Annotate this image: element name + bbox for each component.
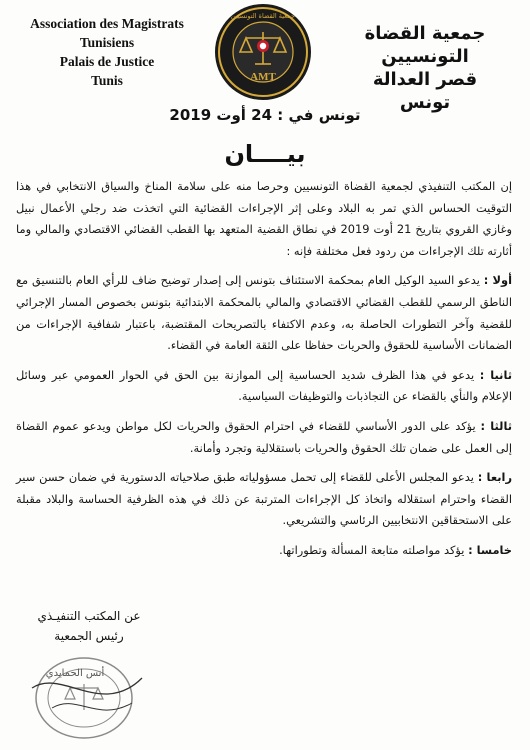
header-left-french: [22, 14, 192, 90]
header-left-line: Association des Magistrats: [30, 16, 184, 31]
point-fourth: [16, 467, 512, 532]
point-lead: ثالثا :: [480, 418, 513, 433]
document-title: بيــــان: [224, 140, 306, 168]
point-text: يدعو المجلس الأعلى للقضاء إلى تحمل مسؤولياته طبق صلاحياته الدستورية في ضمان حسن سير القضاء واحترام استقلاله واتخاذ كل الإجراءات المترتبة عن ذلك في هذه الظرفية الحساسة والبلاد مقبلة على الاستحقاقين الانتخابيين الرئاسي والتشريعي.: [16, 470, 512, 528]
header-right-line: قصر العدالة: [372, 69, 478, 90]
signatory-name: أنس الحمايدي: [45, 668, 105, 679]
intro-paragraph: إن المكتب التنفيذي لجمعية القضاة التونسيين وحرصا منه على سلامة المناخ والسياق الانتخابي في هذا التوقيت الحساس الذي تمر به البلاد وعلى إثر الإجراءات القضائية التي اتخذت ضد رجلي الأعمال نبيل وغازي القروي بتاريخ 21 أوت 2019 في نطاق القضية المتعهد بها القطب القضائي الاقتصادي والمالي وما أثارته تلك الإجراءات من ردود فعل مختلفة فإنه :: [16, 179, 512, 258]
header-left-line: Tunis: [91, 73, 123, 88]
point-lead: ثانيا :: [479, 367, 513, 382]
point-text: يدعو في هذا الظرف شديد الحساسية إلى الموازنة بين الحق في الحوار العمومي عبر وسائل الإعلام والنأي بالقضاء عن التجاذبات والتوظيفات السياسية.: [16, 367, 512, 404]
statement-body: [16, 176, 512, 562]
point-lead: خامسا :: [468, 542, 512, 557]
point-text: يؤكد على الدور الأساسي للقضاء في احترام الحقوق والحريات لكل مواطن ويدعو عموم القضاة إلى العمل على ضمان تلك الحقوق والحريات باستقلالية وتجرد وأمانة.: [16, 418, 512, 455]
logo-acronym: AMT: [250, 71, 276, 83]
header-right-line: تونس: [399, 92, 451, 113]
header-right-arabic: [340, 22, 510, 114]
logo-top-text: جمعية القضاة التونسيين: [230, 12, 296, 20]
point-second: [16, 365, 512, 408]
header-right-line: جمعية القضاة التونسيين: [364, 23, 486, 67]
document-date: تونس في : 24 أوت 2019: [169, 106, 361, 124]
header-left-line: Palais de Justice: [59, 54, 155, 69]
point-lead: أولا :: [483, 273, 512, 288]
point-text: يدعو السيد الوكيل العام بمحكمة الاستئناف بتونس إلى إصدار توضيح ضاف للرأي العام بالتنسيق مع الناطق الرسمي للقطب القضائي الاقتصادي والمالي بالمحكمة الابتدائية بتونس بخصوص المسار الإجرائي للقضية وآخر التطورات الحاصلة به، وعدم الاكتفاء بالتصريحات المقتضبة، باعتبار شفافية الإجراءات من الضمانات الأساسية للحقوق والحريات حفاظا على الثقة العامة في القضاء.: [16, 273, 512, 353]
handwritten-signature-flourish: [52, 703, 132, 710]
point-text: يؤكد مواصلته متابعة المسألة وتطوراتها.: [279, 542, 465, 557]
point-lead: رابعا :: [477, 470, 513, 485]
signature-line-role: رئيس الجمعية: [54, 629, 124, 643]
association-logo: [212, 2, 314, 102]
signature-block: [24, 606, 154, 646]
header-left-line: Tunisiens: [79, 35, 135, 50]
official-stamp: [22, 648, 152, 744]
signature-line-office: عن المكتب التنفيـذي: [37, 609, 141, 623]
point-fifth: [16, 540, 512, 562]
point-third: [16, 416, 512, 459]
point-first: [16, 270, 512, 356]
